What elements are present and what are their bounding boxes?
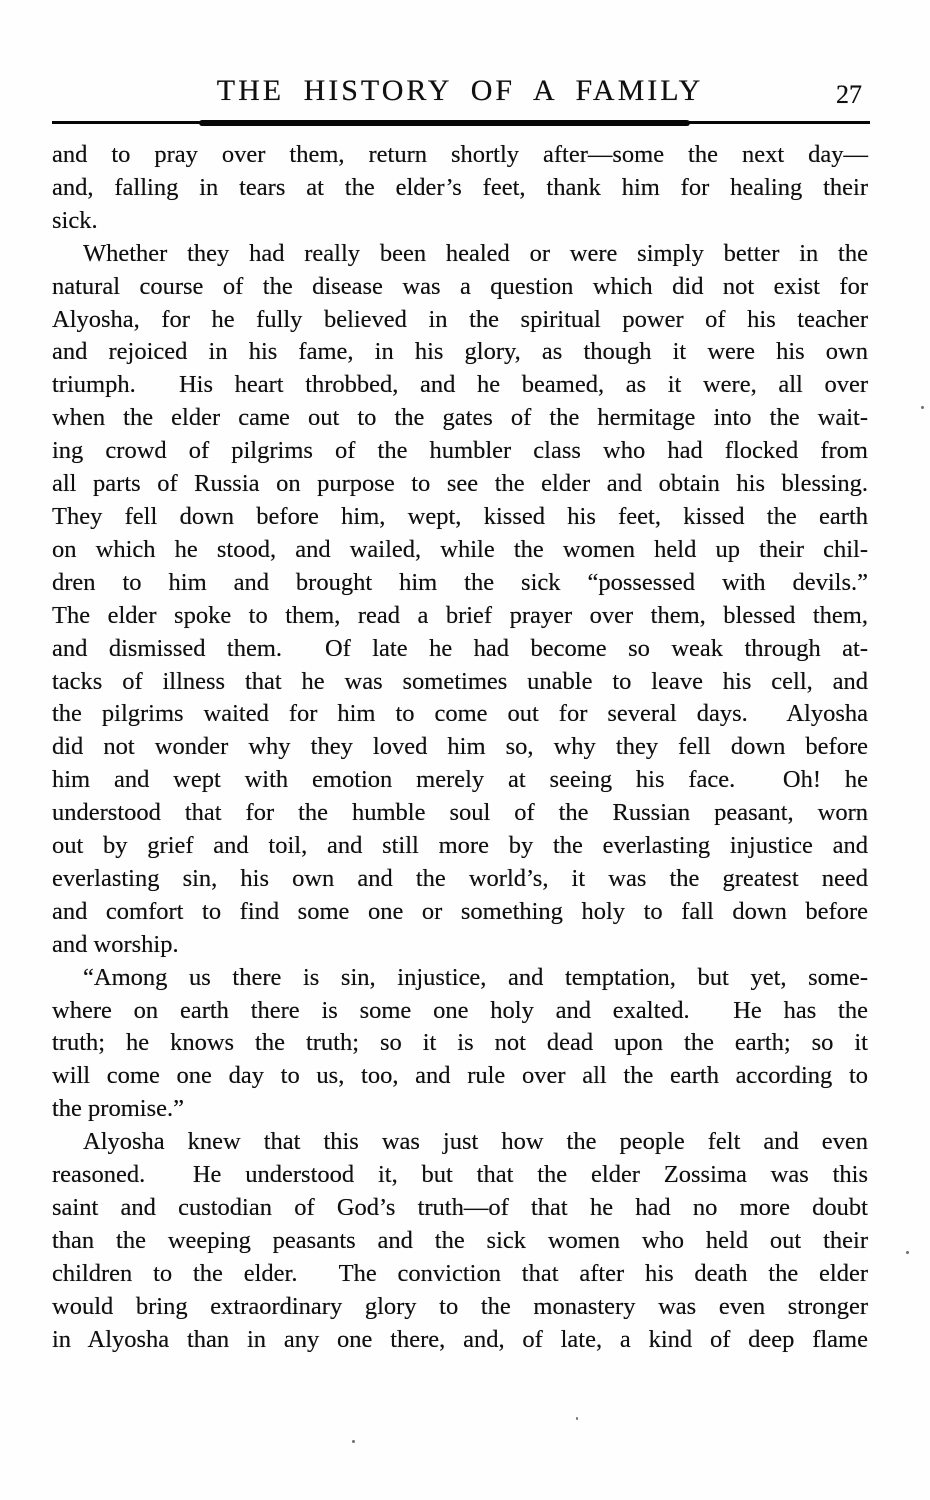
text-line: would bring extraordinary glory to the monastery was even stronger — [52, 1292, 868, 1320]
text-line: on which he stood, and wailed, while the women held up their chil- — [52, 535, 868, 563]
text-line: and comfort to find some one or something holy to fall down before — [52, 897, 868, 925]
paragraph — [52, 1126, 868, 1356]
text-line: and worship. — [52, 930, 179, 958]
running-header-title: THE HISTORY OF A FAMILY — [216, 74, 704, 107]
text-line: in Alyosha than in any one there, and, of late, a kind of deep flame — [52, 1325, 868, 1353]
text-line: ing crowd of pilgrims of the humbler class who had flocked from — [52, 437, 868, 465]
text-line: truth; he knows the truth; so it is not dead upon the earth; so it — [52, 1029, 868, 1057]
text-line: will come one day to us, too, and rule over all the earth according to — [52, 1062, 868, 1090]
paragraph — [52, 238, 868, 962]
text-line: sick. — [52, 206, 98, 234]
text-line: dren to him and brought him the sick “possessed with devils.” — [52, 568, 868, 596]
text-line: Whether they had really been healed or were simply better in the — [83, 239, 868, 267]
text-line: than the weeping peasants and the sick women who held out their — [52, 1226, 868, 1254]
text-line: all parts of Russia on purpose to see the elder and obtain his blessing. — [52, 470, 868, 498]
text-line: They fell down before him, wept, kissed his feet, kissed the earth — [52, 502, 868, 530]
text-line: him and wept with emotion merely at seeing his face. Oh! he — [52, 766, 868, 794]
text-line: the promise.” — [52, 1095, 184, 1123]
paragraph — [52, 962, 868, 1127]
text-line: and to pray over them, return shortly after—some the next day— — [52, 141, 868, 168]
text-line: tacks of illness that he was sometimes unable to leave his cell, and — [52, 667, 868, 695]
text-line: The elder spoke to them, read a brief prayer over them, blessed them, — [52, 601, 868, 629]
text-line: everlasting sin, his own and the world’s, it was the greatest need — [52, 864, 868, 892]
paragraph — [52, 139, 868, 238]
text-line: understood that for the humble soul of the Russian peasant, worn — [52, 799, 868, 827]
text-line: triumph. His heart throbbed, and he beamed, as it were, all over — [52, 371, 868, 399]
header-rule — [52, 121, 870, 124]
text-line: reasoned. He understood it, but that the elder Zossima was this — [52, 1161, 868, 1189]
scan-speck — [576, 1417, 578, 1420]
text-line: children to the elder. The conviction that after his death the elder — [52, 1259, 868, 1287]
page-number: 27 — [836, 80, 862, 109]
scan-speck — [352, 1440, 355, 1443]
text-line: and, falling in tears at the elder’s feet, thank him for healing their — [52, 173, 868, 201]
text-line: out by grief and toil, and still more by the everlasting injustice and — [52, 832, 868, 860]
scan-speck — [921, 406, 924, 409]
scan-speck — [906, 1251, 909, 1254]
text-line: and dismissed them. Of late he had become so weak through at- — [52, 634, 868, 662]
text-line: saint and custodian of God’s truth—of that he had no more doubt — [52, 1194, 868, 1221]
text-line: Alyosha, for he fully believed in the spiritual power of his teacher — [52, 305, 868, 333]
text-line: the pilgrims waited for him to come out for several days. Alyosha — [52, 700, 868, 728]
text-line: when the elder came out to the gates of the hermitage into the wait- — [52, 404, 868, 432]
running-header — [52, 74, 868, 116]
text-line: natural course of the disease was a question which did not exist for — [52, 272, 868, 300]
text-line: Alyosha knew that this was just how the people felt and even — [83, 1128, 868, 1156]
text-line: where on earth there is some one holy and exalted. He has the — [52, 996, 868, 1024]
text-line: “Among us there is sin, injustice, and temptation, but yet, some- — [83, 963, 868, 991]
page-body — [52, 139, 868, 1357]
text-line: and rejoiced in his fame, in his glory, as though it were his own — [52, 338, 868, 366]
text-line: did not wonder why they loved him so, why they fell down before — [52, 733, 868, 761]
